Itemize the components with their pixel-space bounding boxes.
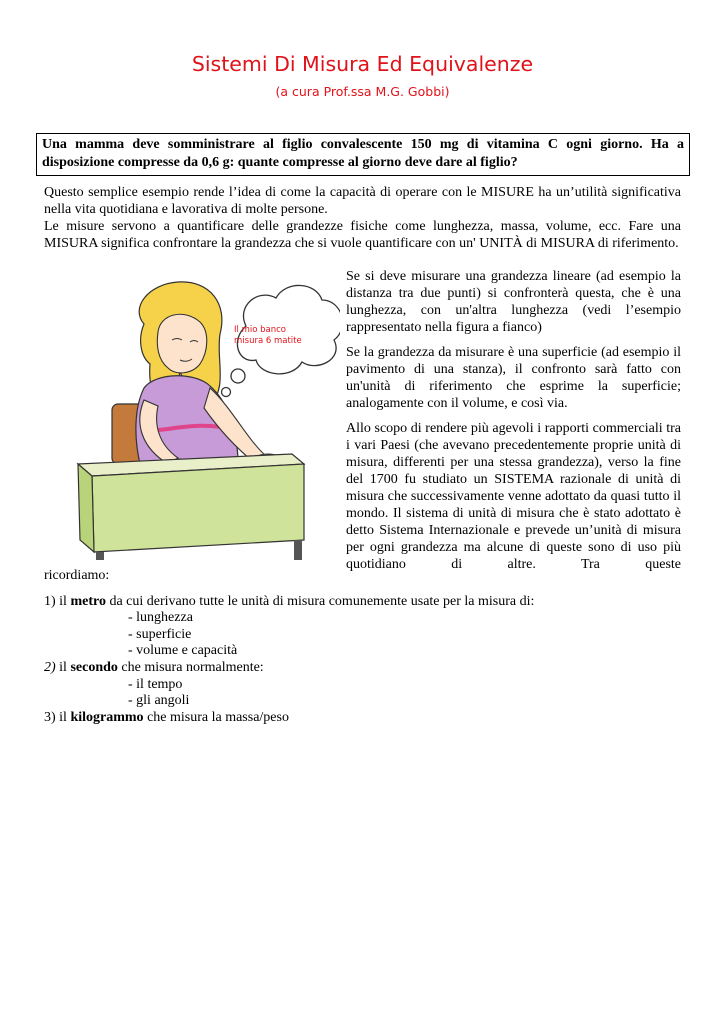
- list-item-secondo: [44, 659, 264, 676]
- list-item-number: 1) il: [44, 594, 71, 609]
- sub-item: - il tempo: [128, 677, 183, 692]
- list-item-text: da cui derivano tutte le unità di misura comunemente usate per la misura di:: [105, 594, 535, 609]
- right-paragraph-3: Allo scopo di rendere più agevoli i rapporti commerciali tra i vari Paesi (che avevano precedentemente proprie unità di misura, differenti per una stessa grandezza), verso la fine del 1700 fu studiato un SISTEMA razionale di unità di misura che successivamente venne adottato da quasi tutto il mondo. Il sistema di unità di misura che è stato adottato è detto Sistema Internazionale e prevede un’unità di misura per ogni grandezza ma alcune di queste sono di uso più quotidiano di altre. Tra queste: [346, 421, 681, 572]
- right-paragraph-2: Se la grandezza da misurare è una superficie (ad esempio il pavimento di una stanza), il confronto sarà fatto con un'unità di riferimento che esprime la superficie; analogamente con il volume, e così via.: [346, 345, 681, 411]
- page-title: Sistemi Di Misura Ed Equivalenze: [191, 52, 534, 76]
- sub-item: - superficie: [128, 627, 192, 642]
- girl-measuring-desk-illustration: [60, 268, 340, 560]
- problem-box: Una mamma deve somministrare al figlio convalescente 150 mg di vitamina C ogni giorno. Ha a disposizione compresse da 0,6 g: quante compresse al giorno deve dare al figlio?: [36, 133, 690, 176]
- list-item-number: 2): [44, 660, 56, 675]
- sub-item: - gli angoli: [128, 693, 190, 708]
- list-item-text: che misura la massa/peso: [143, 710, 289, 725]
- list-item-keyword: metro: [70, 594, 106, 609]
- list-item-article: il: [55, 660, 71, 675]
- right-paragraph-3-end: ricordiamo:: [44, 568, 110, 583]
- list-item-text: che misura normalmente:: [117, 660, 264, 675]
- thought-bubble-text: [234, 325, 324, 347]
- list-item-number: 3) il: [44, 710, 71, 725]
- list-item-keyword: secondo: [70, 660, 118, 675]
- intro-paragraph-1: Questo semplice esempio rende l’idea di come la capacità di operare con le MISURE ha un’utilità significativa nella vita quotidiana e lavorativa di molte persone.: [44, 185, 681, 217]
- list-item-kilogrammo: [44, 709, 289, 726]
- sub-item: - volume e capacità: [128, 643, 238, 658]
- intro-paragraph-2: Le misure servono a quantificare delle grandezze fisiche come lunghezza, massa, volume, ecc. Fare una MISURA significa confrontare la grandezza che si vuole quantificare con un' UNITÀ di MISURA di riferimento.: [44, 219, 681, 251]
- list-item-keyword: kilogrammo: [70, 710, 144, 725]
- bubble-line-2: misura 6 matite: [234, 336, 302, 346]
- sub-item: - lunghezza: [128, 610, 193, 625]
- right-paragraph-1: Se si deve misurare una grandezza lineare (ad esempio la distanza tra due punti) si confronterà questa, che è una lunghezza, con un'altra lunghezza (vedi l’esempio rappresentato nella figura a fianco): [346, 269, 681, 335]
- bubble-line-1: Il mio banco: [234, 325, 286, 335]
- page-subtitle: (a cura Prof.ssa M.G. Gobbi): [275, 84, 450, 99]
- list-item-metro: [44, 593, 534, 610]
